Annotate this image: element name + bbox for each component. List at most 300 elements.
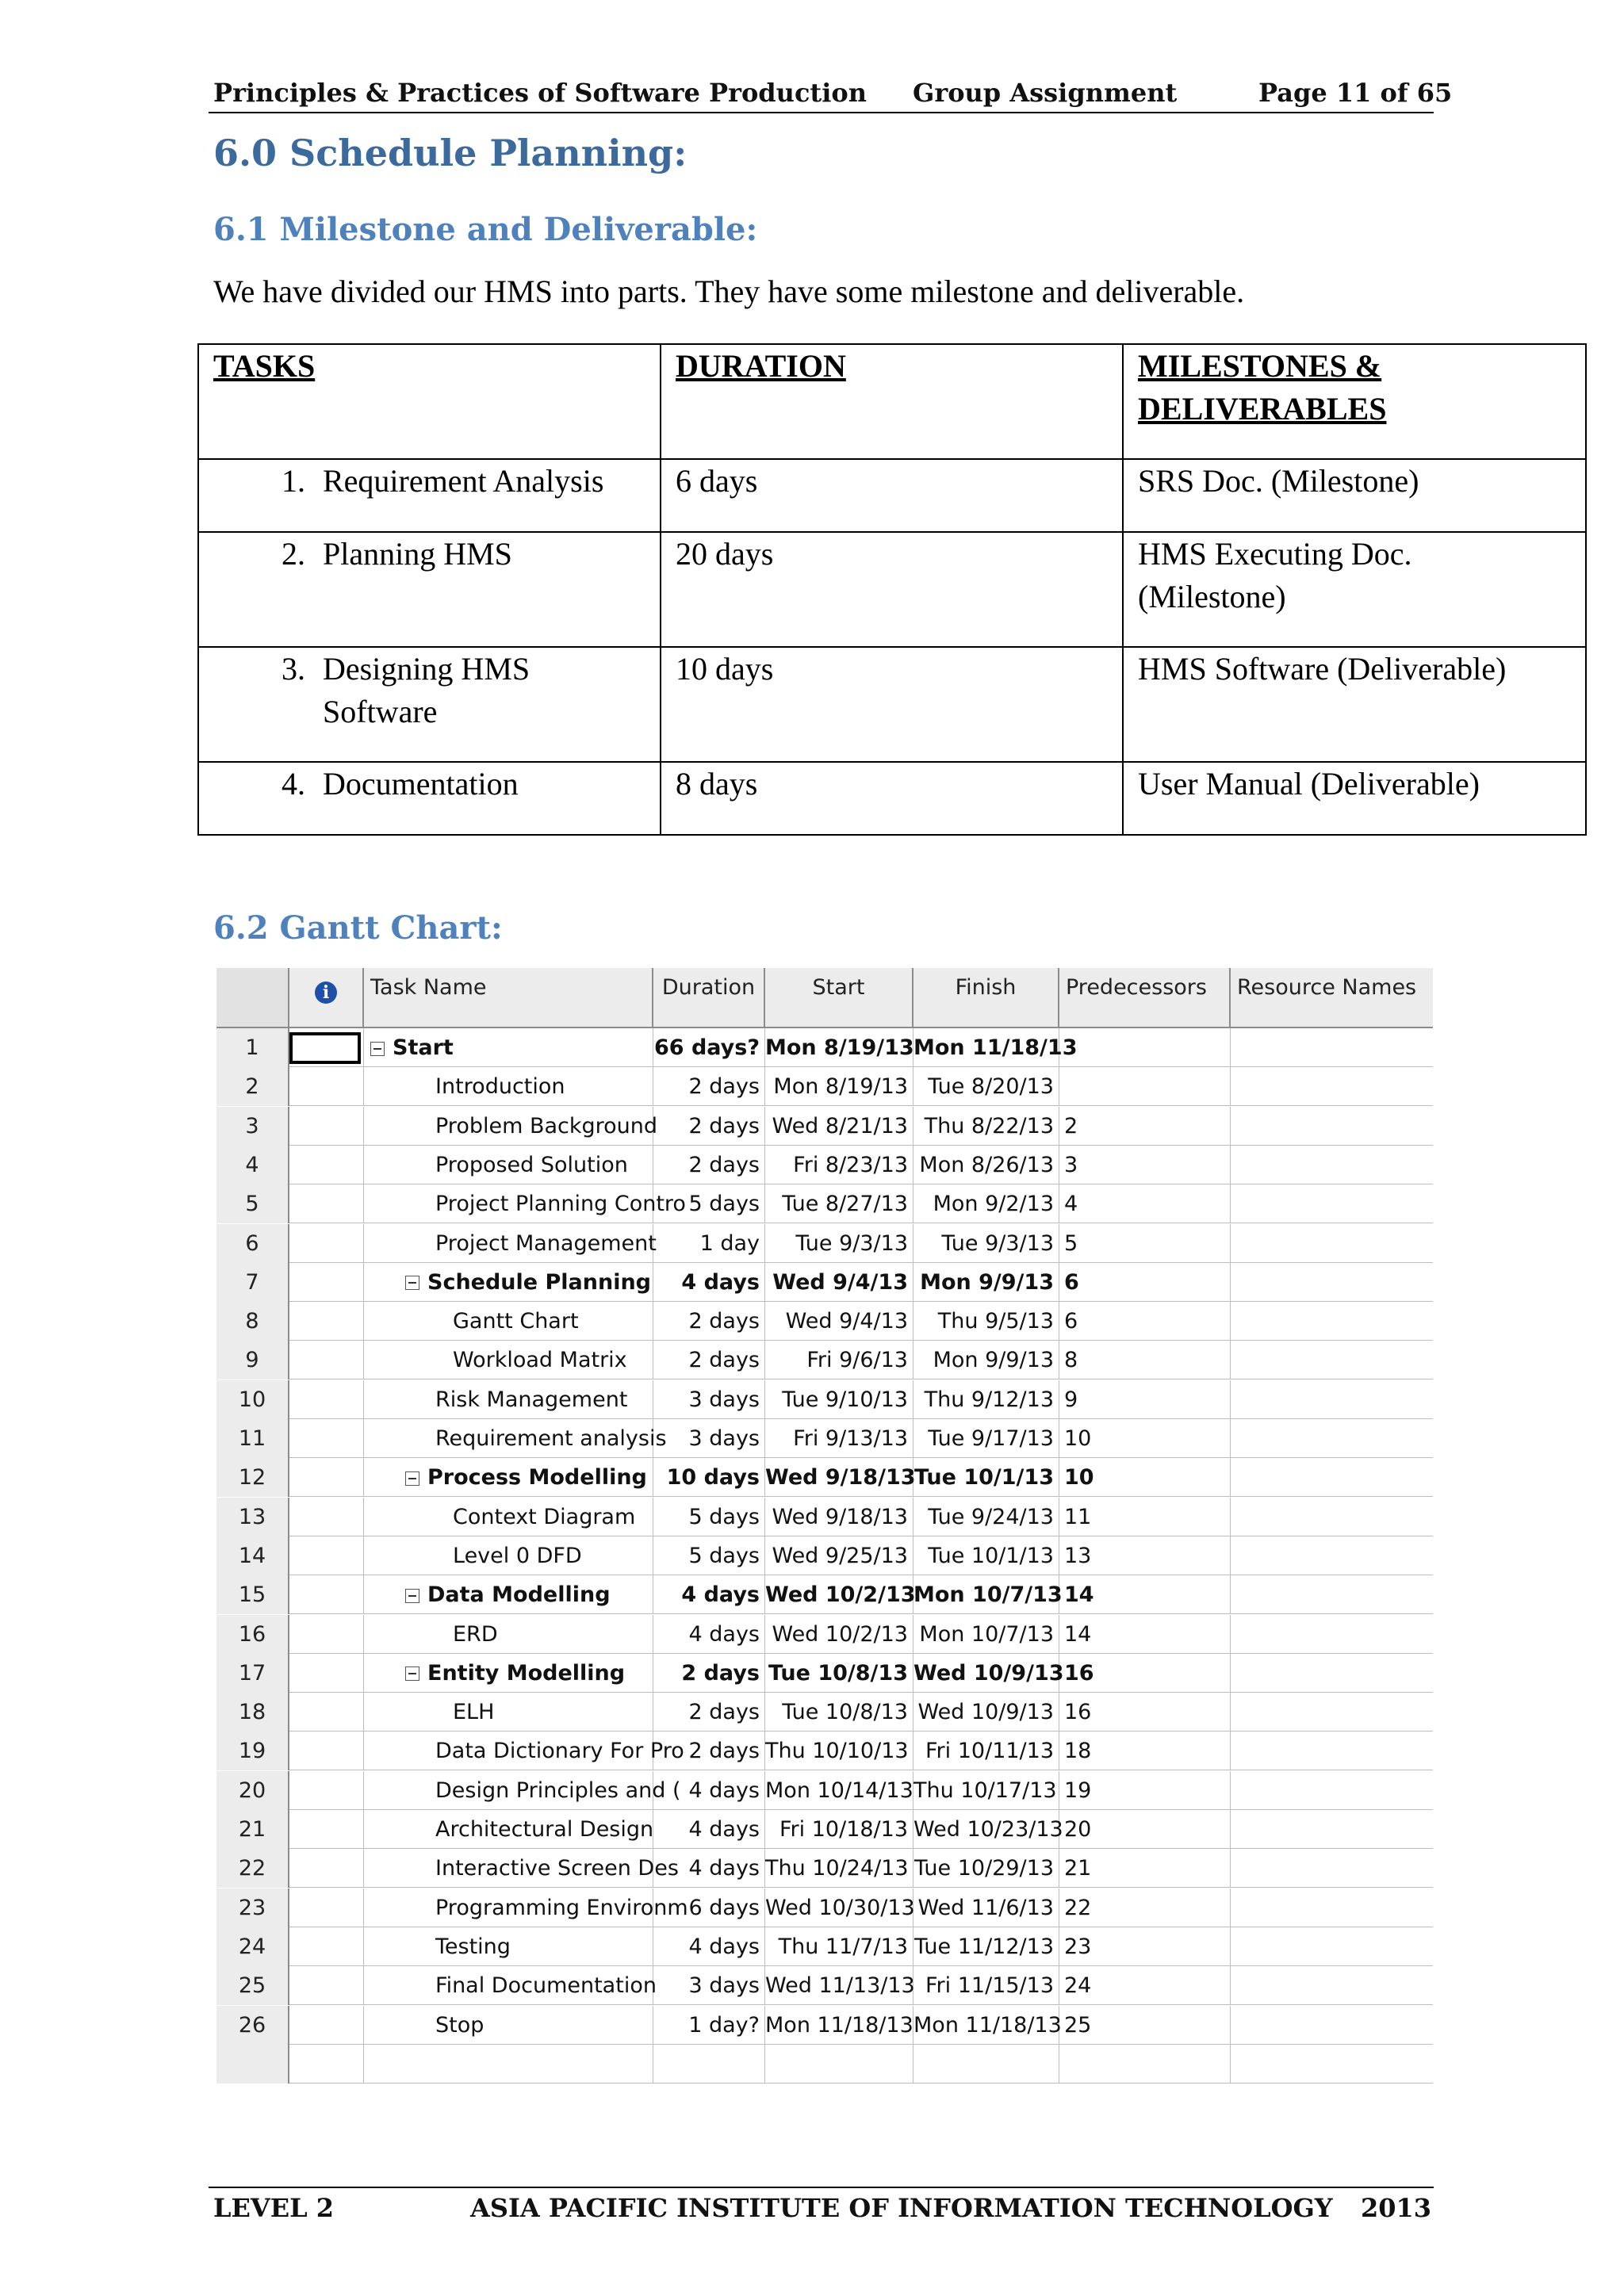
gantt-row[interactable]: [216, 1654, 1433, 1693]
gantt-header-resource-names[interactable]: Resource Names: [1237, 975, 1417, 1000]
gantt-duration[interactable]: 4 days: [653, 1927, 765, 1966]
gantt-finish[interactable]: Wed 11/6/13: [914, 1888, 1059, 1927]
gantt-predecessors[interactable]: 21: [1059, 1849, 1231, 1888]
gantt-row-id[interactable]: 24: [216, 1927, 289, 1966]
gantt-resource-names[interactable]: [1231, 1966, 1433, 2005]
gantt-row[interactable]: [216, 1498, 1433, 1536]
gantt-finish[interactable]: Mon 11/18/13: [914, 1028, 1059, 1067]
gantt-row[interactable]: [216, 1575, 1433, 1614]
gantt-row[interactable]: [216, 1341, 1433, 1380]
gantt-duration[interactable]: 2 days: [653, 1341, 765, 1380]
gantt-start[interactable]: Tue 9/3/13: [765, 1224, 914, 1263]
task-number: 2.: [282, 536, 305, 572]
col-header-tasks: TASKS: [198, 344, 661, 459]
gantt-start[interactable]: Fri 8/23/13: [765, 1146, 914, 1184]
gantt-task-name[interactable]: [364, 1419, 667, 1458]
gantt-row-info[interactable]: [289, 1810, 364, 1849]
gantt-duration[interactable]: [653, 2045, 765, 2084]
gantt-row[interactable]: [216, 1107, 1433, 1146]
gantt-task-label: Requirement analysis: [435, 1426, 667, 1451]
gantt-task-name[interactable]: [364, 1849, 679, 1888]
gantt-finish[interactable]: Tue 9/3/13: [914, 1224, 1059, 1263]
gantt-task-label: Project Management: [435, 1230, 657, 1256]
gantt-row[interactable]: [216, 2006, 1433, 2045]
gantt-start[interactable]: Tue 10/8/13: [765, 1654, 914, 1693]
gantt-task-name[interactable]: [364, 1302, 653, 1341]
gantt-task-name[interactable]: [364, 1810, 653, 1849]
gantt-start[interactable]: Thu 11/7/13: [765, 1927, 914, 1966]
gantt-predecessors[interactable]: 4: [1059, 1184, 1231, 1223]
gantt-row[interactable]: [216, 1771, 1433, 1810]
gantt-duration[interactable]: 2 days: [653, 1067, 765, 1106]
gantt-row-info[interactable]: [289, 1263, 364, 1302]
gantt-row-info[interactable]: [289, 1146, 364, 1184]
gantt-row-info[interactable]: [289, 1927, 364, 1966]
header-page-number: Page 11 of 65: [1258, 78, 1453, 108]
gantt-finish[interactable]: Thu 8/22/13: [914, 1107, 1059, 1146]
gantt-row-info[interactable]: [289, 1888, 364, 1927]
gantt-finish[interactable]: Mon 9/2/13: [914, 1184, 1059, 1223]
gantt-start[interactable]: Wed 9/4/13: [765, 1302, 914, 1341]
gantt-finish[interactable]: Thu 10/17/13: [914, 1771, 1059, 1810]
gantt-task-label: ERD: [453, 1621, 498, 1647]
gantt-task-label: Start: [393, 1035, 454, 1060]
gantt-row-id[interactable]: 15: [216, 1575, 289, 1614]
gantt-row-id[interactable]: 6: [216, 1224, 289, 1263]
collapse-toggle-icon[interactable]: [405, 1589, 419, 1603]
collapse-toggle-icon[interactable]: [405, 1667, 419, 1681]
header-course: Principles & Practices of Software Production: [213, 78, 867, 108]
task-name: Requirement Analysis: [323, 463, 604, 499]
gantt-row-id[interactable]: 8: [216, 1302, 289, 1341]
gantt-finish[interactable]: Mon 11/18/13: [914, 2006, 1059, 2045]
gantt-task-label: Entity Modelling: [427, 1660, 626, 1686]
gantt-row-id[interactable]: 18: [216, 1693, 289, 1732]
gantt-task-name[interactable]: [364, 1107, 658, 1146]
gantt-task-name[interactable]: [364, 1732, 684, 1770]
gantt-row-id[interactable]: 3: [216, 1107, 289, 1146]
footer-rule: [209, 2187, 1434, 2188]
gantt-row-id[interactable]: [216, 2045, 289, 2084]
gantt-task-label: Problem Background: [435, 1113, 658, 1138]
gantt-row[interactable]: [216, 1224, 1433, 1263]
gantt-finish[interactable]: Wed 10/9/13: [914, 1693, 1059, 1732]
gantt-duration[interactable]: 2 days: [653, 1146, 765, 1184]
gantt-task-label: ELH: [453, 1700, 495, 1725]
collapse-toggle-icon[interactable]: [405, 1471, 419, 1486]
gantt-chart-table: [216, 968, 1433, 2086]
gantt-start[interactable]: [765, 2045, 914, 2084]
gantt-row-id[interactable]: 14: [216, 1536, 289, 1575]
gantt-task-name[interactable]: [364, 1693, 653, 1732]
gantt-resource-names[interactable]: [1231, 1458, 1433, 1497]
gantt-resource-names[interactable]: [1231, 1341, 1433, 1380]
gantt-task-name[interactable]: [364, 1771, 681, 1810]
gantt-predecessors[interactable]: 24: [1059, 1966, 1231, 2005]
gantt-row-info[interactable]: [289, 1966, 364, 2005]
gantt-resource-names[interactable]: [1231, 1263, 1433, 1302]
gantt-row[interactable]: [216, 2045, 1433, 2084]
gantt-finish[interactable]: Mon 9/9/13: [914, 1263, 1059, 1302]
gantt-finish[interactable]: Tue 10/1/13: [914, 1536, 1059, 1575]
gantt-duration[interactable]: 5 days: [653, 1498, 765, 1536]
gantt-row[interactable]: [216, 1693, 1433, 1732]
gantt-predecessors[interactable]: 19: [1059, 1771, 1231, 1810]
gantt-task-label: Testing: [435, 1934, 511, 1959]
gantt-finish[interactable]: Tue 8/20/13: [914, 1067, 1059, 1106]
gantt-start[interactable]: Mon 10/14/13: [765, 1771, 914, 1810]
gantt-row-id[interactable]: 10: [216, 1380, 289, 1419]
gantt-row[interactable]: [216, 1927, 1433, 1966]
gantt-task-name[interactable]: [364, 1966, 657, 2005]
col-header-duration: DURATION: [661, 344, 1123, 459]
footer-level: LEVEL 2: [213, 2193, 335, 2223]
header-assignment: Group Assignment: [913, 78, 1178, 108]
gantt-row-info[interactable]: [289, 1184, 364, 1223]
gantt-start[interactable]: Mon 8/19/13: [765, 1067, 914, 1106]
gantt-predecessors[interactable]: 23: [1059, 1927, 1231, 1966]
collapse-toggle-icon[interactable]: [405, 1276, 419, 1290]
gantt-resource-names[interactable]: [1231, 1810, 1433, 1849]
gantt-row-id[interactable]: 7: [216, 1263, 289, 1302]
gantt-duration[interactable]: 4 days: [653, 1771, 765, 1810]
gantt-task-name[interactable]: [364, 1575, 653, 1614]
gantt-resource-names[interactable]: [1231, 1732, 1433, 1770]
gantt-task-label: Context Diagram: [453, 1504, 636, 1529]
gantt-row[interactable]: [216, 1849, 1433, 1888]
gantt-row-id[interactable]: 12: [216, 1458, 289, 1497]
footer-year: 2013: [1361, 2193, 1432, 2223]
gantt-row[interactable]: [216, 1419, 1433, 1458]
gantt-resource-names[interactable]: [1231, 1224, 1433, 1263]
gantt-predecessors[interactable]: 20: [1059, 1810, 1231, 1849]
gantt-resource-names[interactable]: [1231, 1067, 1433, 1106]
gantt-task-name[interactable]: [364, 1615, 653, 1654]
gantt-duration[interactable]: 66 days?: [653, 1028, 765, 1067]
gantt-start[interactable]: Mon 8/19/13: [765, 1028, 914, 1067]
gantt-resource-names[interactable]: [1231, 1184, 1433, 1223]
intro-paragraph: We have divided our HMS into parts. They have some milestone and deliverable.: [213, 274, 1245, 309]
gantt-duration[interactable]: 2 days: [653, 1302, 765, 1341]
gantt-finish[interactable]: Tue 9/24/13: [914, 1498, 1059, 1536]
gantt-predecessors[interactable]: 9: [1059, 1380, 1231, 1419]
gantt-row-info[interactable]: [289, 1302, 364, 1341]
gantt-resource-names[interactable]: [1231, 1849, 1433, 1888]
gantt-finish[interactable]: Tue 9/17/13: [914, 1419, 1059, 1458]
milestone-table-header-row: [198, 344, 1586, 459]
gantt-start[interactable]: Tue 9/10/13: [765, 1380, 914, 1419]
gantt-finish[interactable]: Mon 10/7/13: [914, 1615, 1059, 1654]
gantt-duration[interactable]: 4 days: [653, 1810, 765, 1849]
gantt-predecessors[interactable]: 10: [1059, 1458, 1231, 1497]
gantt-start[interactable]: Wed 9/18/13: [765, 1498, 914, 1536]
gantt-finish[interactable]: Tue 10/1/13: [914, 1458, 1059, 1497]
gantt-resource-names[interactable]: [1231, 1927, 1433, 1966]
gantt-task-name[interactable]: [364, 1028, 653, 1067]
gantt-predecessors[interactable]: 11: [1059, 1498, 1231, 1536]
gantt-finish[interactable]: Mon 9/9/13: [914, 1341, 1059, 1380]
gantt-row-id[interactable]: 25: [216, 1966, 289, 2005]
gantt-row-info[interactable]: [289, 1536, 364, 1575]
gantt-resource-names[interactable]: [1231, 1575, 1433, 1614]
gantt-finish[interactable]: Fri 10/11/13: [914, 1732, 1059, 1770]
gantt-task-label: Gantt Chart: [453, 1309, 579, 1334]
gantt-duration[interactable]: 6 days: [653, 1888, 765, 1927]
gantt-start[interactable]: Fri 9/6/13: [765, 1341, 914, 1380]
gantt-task-name[interactable]: [364, 1224, 657, 1263]
gantt-resource-names[interactable]: [1231, 2006, 1433, 2045]
gantt-row-info[interactable]: [289, 1067, 364, 1106]
gantt-row-info[interactable]: [289, 1693, 364, 1732]
gantt-task-name[interactable]: [364, 1536, 653, 1575]
gantt-resource-names[interactable]: [1231, 1302, 1433, 1341]
gantt-predecessors[interactable]: 6: [1059, 1302, 1231, 1341]
gantt-header-id: [216, 968, 289, 1027]
gantt-row-id[interactable]: 9: [216, 1341, 289, 1380]
gantt-row-info[interactable]: [289, 1224, 364, 1263]
task-milestone: SRS Doc. (Milestone): [1123, 459, 1586, 532]
gantt-task-label: Level 0 DFD: [453, 1543, 582, 1568]
milestone-row: [198, 762, 1586, 835]
gantt-duration[interactable]: 3 days: [653, 1966, 765, 2005]
gantt-resource-names[interactable]: [1231, 1615, 1433, 1654]
gantt-finish[interactable]: Mon 8/26/13: [914, 1146, 1059, 1184]
gantt-task-name[interactable]: [364, 1458, 653, 1497]
gantt-task-label: Project Planning Contro: [435, 1192, 686, 1217]
gantt-predecessors[interactable]: [1059, 1028, 1231, 1067]
gantt-resource-names[interactable]: [1231, 2045, 1433, 2084]
gantt-row-id[interactable]: 16: [216, 1615, 289, 1654]
gantt-row-info[interactable]: [289, 1458, 364, 1497]
gantt-row-id[interactable]: 19: [216, 1732, 289, 1770]
gantt-resource-names[interactable]: [1231, 1888, 1433, 1927]
gantt-row-id[interactable]: 11: [216, 1419, 289, 1458]
gantt-duration[interactable]: 10 days: [653, 1458, 765, 1497]
gantt-row[interactable]: [216, 1028, 1433, 1067]
gantt-row-id[interactable]: 17: [216, 1654, 289, 1693]
milestone-table: [197, 343, 1587, 836]
gantt-start[interactable]: Wed 10/2/13: [765, 1615, 914, 1654]
gantt-row-info[interactable]: [289, 2045, 364, 2084]
gantt-start[interactable]: Wed 11/13/13: [765, 1966, 914, 2005]
info-icon: i: [315, 982, 337, 1004]
gantt-header-predecessors[interactable]: Predecessors: [1059, 968, 1231, 1027]
gantt-start[interactable]: Thu 10/10/13: [765, 1732, 914, 1770]
gantt-predecessors[interactable]: 14: [1059, 1575, 1231, 1614]
gantt-row[interactable]: [216, 1615, 1433, 1654]
gantt-duration[interactable]: 2 days: [653, 1654, 765, 1693]
task-name: Planning HMS: [323, 536, 512, 572]
gantt-duration[interactable]: 1 day?: [653, 2006, 765, 2045]
gantt-task-name[interactable]: [364, 1184, 686, 1223]
gantt-row-id[interactable]: 21: [216, 1810, 289, 1849]
gantt-resource-names[interactable]: [1231, 1498, 1433, 1536]
gantt-resource-names[interactable]: [1231, 1536, 1433, 1575]
gantt-resource-names[interactable]: [1231, 1146, 1433, 1184]
gantt-start[interactable]: Wed 9/4/13: [765, 1263, 914, 1302]
gantt-start[interactable]: Wed 10/30/13: [765, 1888, 914, 1927]
gantt-duration[interactable]: 1 day: [653, 1224, 765, 1263]
gantt-start[interactable]: Mon 11/18/13: [765, 2006, 914, 2045]
gantt-task-name[interactable]: [364, 1067, 653, 1106]
gantt-finish[interactable]: Fri 11/15/13: [914, 1966, 1059, 2005]
gantt-resource-names[interactable]: [1231, 1693, 1433, 1732]
gantt-task-name[interactable]: [364, 1146, 653, 1184]
gantt-duration[interactable]: 2 days: [653, 1107, 765, 1146]
gantt-row[interactable]: [216, 1146, 1433, 1184]
gantt-start[interactable]: Wed 10/2/13: [765, 1575, 914, 1614]
gantt-header-start[interactable]: Start: [765, 968, 914, 1027]
gantt-task-label: Schedule Planning: [427, 1269, 652, 1295]
milestone-row: [198, 647, 1586, 762]
gantt-row-id[interactable]: 23: [216, 1888, 289, 1927]
gantt-row[interactable]: [216, 1184, 1433, 1223]
gantt-resource-names[interactable]: [1231, 1419, 1433, 1458]
task-duration: 10 days: [661, 647, 1123, 762]
gantt-row[interactable]: [216, 1966, 1433, 2005]
gantt-row-id[interactable]: 4: [216, 1146, 289, 1184]
gantt-task-label: Architectural Design: [435, 1817, 654, 1842]
gantt-row[interactable]: [216, 1302, 1433, 1341]
active-cell-selection: [289, 1032, 361, 1064]
gantt-header-finish[interactable]: Finish: [914, 968, 1059, 1027]
gantt-row-id[interactable]: 22: [216, 1849, 289, 1888]
gantt-row-info[interactable]: [289, 1771, 364, 1810]
gantt-resource-names[interactable]: [1231, 1380, 1433, 1419]
gantt-predecessors[interactable]: 2: [1059, 1107, 1231, 1146]
gantt-header-task-name[interactable]: Task Name: [364, 968, 653, 1027]
gantt-duration[interactable]: 2 days: [653, 1732, 765, 1770]
gantt-row[interactable]: [216, 1263, 1433, 1302]
gantt-task-label: Process Modelling: [427, 1465, 647, 1490]
gantt-predecessors[interactable]: 6: [1059, 1263, 1231, 1302]
gantt-task-name[interactable]: [364, 1654, 653, 1693]
gantt-duration[interactable]: 2 days: [653, 1693, 765, 1732]
gantt-resource-names[interactable]: [1231, 1771, 1433, 1810]
gantt-start[interactable]: Wed 9/18/13: [765, 1458, 914, 1497]
gantt-row-info[interactable]: [289, 2006, 364, 2045]
gantt-task-name[interactable]: [364, 2006, 653, 2045]
gantt-task-label: Design Principles and (: [435, 1777, 681, 1803]
gantt-task-label: Data Dictionary For Pro: [435, 1739, 684, 1764]
gantt-predecessors[interactable]: [1059, 1067, 1231, 1106]
gantt-row-info[interactable]: [289, 1107, 364, 1146]
gantt-duration[interactable]: 4 days: [653, 1575, 765, 1614]
gantt-task-name[interactable]: [364, 1927, 653, 1966]
gantt-task-name[interactable]: [364, 1380, 653, 1419]
gantt-task-label: Workload Matrix: [453, 1348, 627, 1373]
gantt-row-info[interactable]: [289, 1498, 364, 1536]
gantt-resource-names[interactable]: [1231, 1107, 1433, 1146]
gantt-header-duration[interactable]: Duration: [653, 968, 765, 1027]
gantt-finish[interactable]: Mon 10/7/13: [914, 1575, 1059, 1614]
task-number: 1.: [282, 463, 305, 499]
gantt-start[interactable]: Fri 10/18/13: [765, 1810, 914, 1849]
gantt-duration[interactable]: 3 days: [653, 1380, 765, 1419]
gantt-row[interactable]: [216, 1067, 1433, 1106]
gantt-row[interactable]: [216, 1810, 1433, 1849]
gantt-start[interactable]: Tue 10/8/13: [765, 1693, 914, 1732]
gantt-row-info[interactable]: [289, 1341, 364, 1380]
gantt-finish[interactable]: [914, 2045, 1059, 2084]
gantt-row-info[interactable]: [289, 1380, 364, 1419]
gantt-predecessors[interactable]: 14: [1059, 1615, 1231, 1654]
gantt-predecessors[interactable]: 5: [1059, 1224, 1231, 1263]
gantt-task-name[interactable]: [364, 1888, 688, 1927]
gantt-row-id[interactable]: 5: [216, 1184, 289, 1223]
gantt-predecessors[interactable]: 18: [1059, 1732, 1231, 1770]
gantt-predecessors[interactable]: 10: [1059, 1419, 1231, 1458]
gantt-row-id[interactable]: 20: [216, 1771, 289, 1810]
task-duration: 20 days: [661, 532, 1123, 647]
gantt-start[interactable]: Wed 9/25/13: [765, 1536, 914, 1575]
gantt-predecessors[interactable]: 3: [1059, 1146, 1231, 1184]
gantt-task-name[interactable]: [364, 1341, 653, 1380]
gantt-row-id[interactable]: 26: [216, 2006, 289, 2045]
gantt-row[interactable]: [216, 1380, 1433, 1419]
gantt-duration[interactable]: 4 days: [653, 1263, 765, 1302]
gantt-predecessors[interactable]: 25: [1059, 2006, 1231, 2045]
gantt-row-info[interactable]: [289, 1849, 364, 1888]
gantt-duration[interactable]: 5 days: [653, 1536, 765, 1575]
gantt-predecessors[interactable]: 8: [1059, 1341, 1231, 1380]
gantt-start[interactable]: Tue 8/27/13: [765, 1184, 914, 1223]
gantt-predecessors[interactable]: 16: [1059, 1693, 1231, 1732]
gantt-row[interactable]: [216, 1458, 1433, 1497]
gantt-row-id[interactable]: 2: [216, 1067, 289, 1106]
gantt-task-name[interactable]: [364, 2045, 653, 2084]
gantt-row-info[interactable]: [289, 1419, 364, 1458]
gantt-row-info[interactable]: [289, 1575, 364, 1614]
gantt-finish[interactable]: Tue 10/29/13: [914, 1849, 1059, 1888]
gantt-predecessors[interactable]: 22: [1059, 1888, 1231, 1927]
gantt-row[interactable]: [216, 1732, 1433, 1770]
gantt-duration[interactable]: 4 days: [653, 1849, 765, 1888]
gantt-row-id[interactable]: 13: [216, 1498, 289, 1536]
gantt-predecessors[interactable]: 13: [1059, 1536, 1231, 1575]
gantt-finish[interactable]: Tue 11/12/13: [914, 1927, 1059, 1966]
gantt-resource-names[interactable]: [1231, 1654, 1433, 1693]
gantt-row[interactable]: [216, 1536, 1433, 1575]
gantt-duration[interactable]: 4 days: [653, 1615, 765, 1654]
gantt-row-info[interactable]: [289, 1615, 364, 1654]
gantt-duration[interactable]: 5 days: [653, 1184, 765, 1223]
gantt-header-row: [216, 968, 1433, 1028]
gantt-predecessors[interactable]: [1059, 2045, 1231, 2084]
gantt-task-name[interactable]: [364, 1263, 653, 1302]
gantt-row-info[interactable]: [289, 1654, 364, 1693]
collapse-toggle-icon[interactable]: [370, 1042, 385, 1056]
gantt-finish[interactable]: Thu 9/12/13: [914, 1380, 1059, 1419]
task-milestone: HMS Executing Doc. (Milestone): [1123, 532, 1586, 647]
section-title: 6.0 Schedule Planning:: [213, 132, 688, 174]
gantt-row[interactable]: [216, 1888, 1433, 1927]
gantt-resource-names[interactable]: [1231, 1028, 1433, 1067]
header-rule: [209, 112, 1434, 113]
gantt-row-id[interactable]: 1: [216, 1028, 289, 1067]
gantt-predecessors[interactable]: 16: [1059, 1654, 1231, 1693]
gantt-duration[interactable]: 3 days: [653, 1419, 765, 1458]
gantt-task-name[interactable]: [364, 1498, 653, 1536]
gantt-finish[interactable]: Wed 10/23/13: [914, 1810, 1059, 1849]
task-number: 3.: [282, 651, 305, 687]
gantt-start[interactable]: Thu 10/24/13: [765, 1849, 914, 1888]
gantt-start[interactable]: Wed 8/21/13: [765, 1107, 914, 1146]
gantt-row-info[interactable]: [289, 1732, 364, 1770]
gantt-start[interactable]: Fri 9/13/13: [765, 1419, 914, 1458]
gantt-finish[interactable]: Wed 10/9/13: [914, 1654, 1059, 1693]
gantt-finish[interactable]: Thu 9/5/13: [914, 1302, 1059, 1341]
